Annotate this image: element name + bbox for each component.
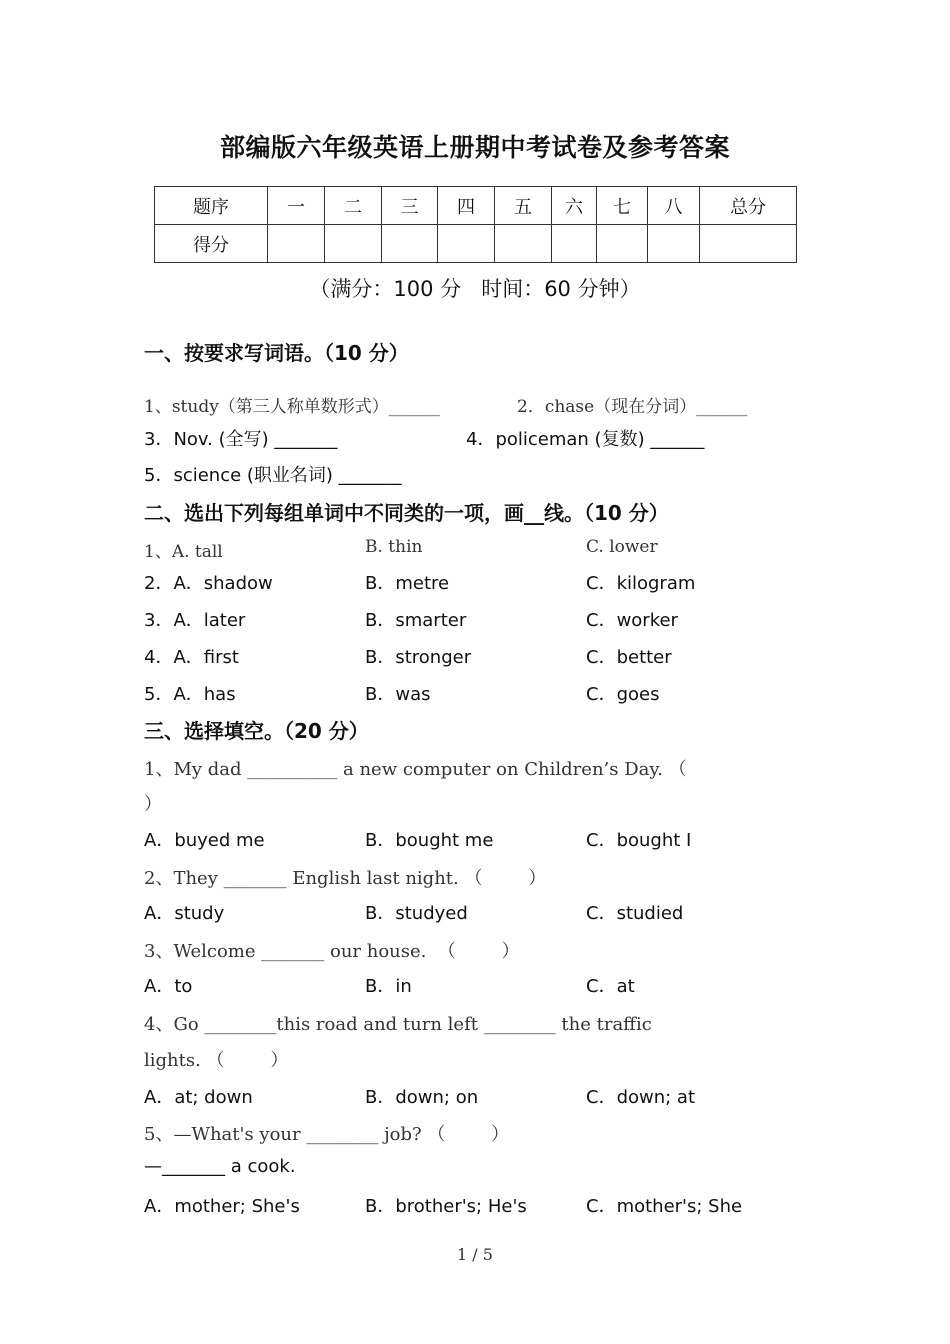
question-text: 3．Nov. (全写) _______: [144, 429, 338, 450]
score-cell: [700, 225, 797, 263]
page-number: 1 / 5: [457, 1245, 493, 1264]
option-b: B．smarter: [365, 610, 467, 631]
option-a: 3．A．later: [144, 610, 246, 631]
option-c: C. lower: [586, 537, 658, 557]
option-b: B. thin: [365, 537, 423, 557]
score-cell: [552, 225, 597, 263]
row-label: 得分: [155, 225, 268, 263]
option-a: 4．A．first: [144, 647, 239, 668]
question-text: 5、—What's your ________ job? （ ）: [144, 1124, 510, 1145]
header-cell: 七: [597, 187, 648, 225]
option-b: B．brother's; He's: [365, 1196, 527, 1217]
score-cell: [268, 225, 325, 263]
option-a: A．to: [144, 976, 193, 997]
header-cell: 一: [268, 187, 325, 225]
score-cell: [382, 225, 438, 263]
header-cell: 三: [382, 187, 438, 225]
score-cell: [325, 225, 382, 263]
option-b: B．metre: [365, 573, 450, 594]
header-cell: 总分: [700, 187, 797, 225]
header-cell: 六: [552, 187, 597, 225]
score-table: [154, 186, 797, 263]
section-heading: 三、选择填空。（20 分）: [144, 719, 369, 743]
score-table-score-row: [155, 225, 797, 263]
question-text: 1、My dad __________ a new computer on Children’s Day. （: [144, 759, 687, 780]
option-b: B．down; on: [365, 1087, 479, 1108]
header-cell: 五: [495, 187, 552, 225]
option-a: A．study: [144, 903, 225, 924]
question-text: lights. （ ）: [144, 1050, 289, 1071]
question-text: —_______ a cook.: [144, 1156, 296, 1177]
header-cell: 二: [325, 187, 382, 225]
exam-info: （满分：100 分 时间：60 分钟）: [309, 277, 641, 301]
option-a: A．at; down: [144, 1087, 253, 1108]
question-text: 4．policeman (复数) ______: [466, 429, 705, 450]
option-a: 2．A．shadow: [144, 573, 273, 594]
score-cell: [438, 225, 495, 263]
option-a: A．buyed me: [144, 830, 265, 851]
score-table-header-row: [155, 187, 797, 225]
option-c: C．down; at: [586, 1087, 696, 1108]
question-text: 4、Go ________this road and turn left ________ the traffic: [144, 1014, 652, 1035]
score-cell: [648, 225, 700, 263]
option-a: A．mother; She's: [144, 1196, 300, 1217]
option-c: C．better: [586, 647, 672, 668]
header-cell: 四: [438, 187, 495, 225]
page-title: 部编版六年级英语上册期中考试卷及参考答案: [219, 133, 730, 162]
score-cell: [597, 225, 648, 263]
option-c: C．kilogram: [586, 573, 696, 594]
option-c: C．mother's; She: [586, 1196, 743, 1217]
question-text: 5．science (职业名词) _______: [144, 465, 402, 486]
option-b: B．was: [365, 684, 431, 705]
option-b: B．studyed: [365, 903, 468, 924]
option-c: C．goes: [586, 684, 660, 705]
option-b: B．stronger: [365, 647, 472, 668]
section-heading: 一、按要求写词语。（10 分）: [144, 341, 409, 365]
option-a: 5．A．has: [144, 684, 236, 705]
option-b: B．in: [365, 976, 412, 997]
option-c: C．worker: [586, 610, 678, 631]
option-c: C．bought I: [586, 830, 692, 851]
score-cell: [495, 225, 552, 263]
question-text: 2、They _______ English last night. （ ）: [144, 868, 547, 889]
option-c: C．at: [586, 976, 635, 997]
question-text: ）: [144, 794, 162, 815]
question-text: 2．chase（现在分词）______: [517, 397, 748, 417]
question-text: 3、Welcome _______ our house. （ ）: [144, 941, 520, 962]
option-b: B．bought me: [365, 830, 494, 851]
option-c: C．studied: [586, 903, 684, 924]
header-cell: 题序: [155, 187, 268, 225]
question-text: 1、study（第三人称单数形式）______: [144, 397, 440, 417]
section-heading: 二、选出下列每组单词中不同类的一项，画__线。（10 分）: [144, 501, 669, 525]
option-a: 1、A. tall: [144, 542, 223, 562]
header-cell: 八: [648, 187, 700, 225]
